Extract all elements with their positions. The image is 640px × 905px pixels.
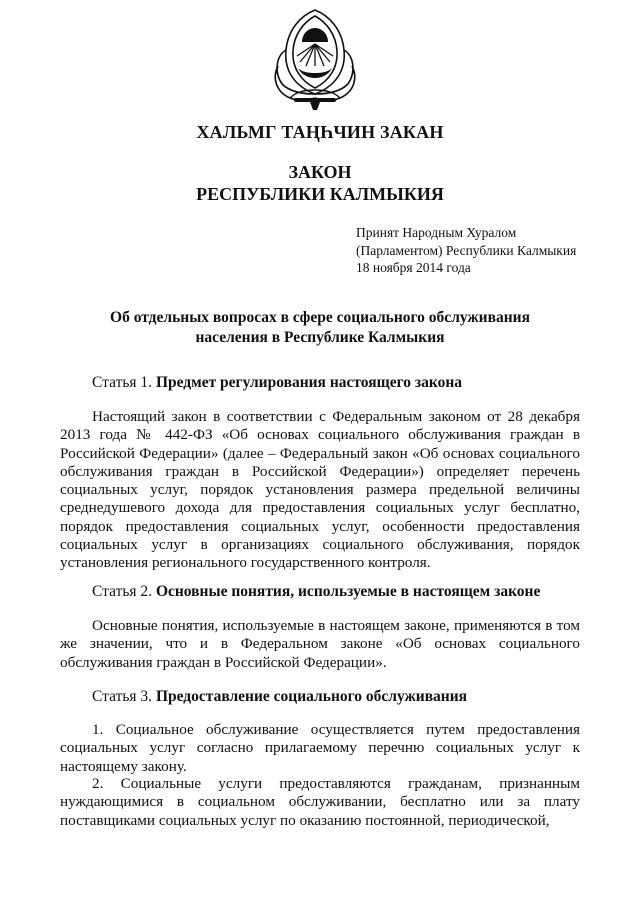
article-3-prefix: Статья 3.: [92, 688, 153, 705]
article-1-title: Предмет регулирования настоящего закона: [155, 374, 463, 391]
article-2-heading: [92, 583, 540, 601]
document-title: [40, 308, 600, 348]
law-title-line1: ЗАКОН: [288, 162, 352, 182]
article-3-paragraph-1: 1. Социальное обслуживание осуществляется путем предоставления социальных услуг согласно прилагаемому перечню социальных услуг к настоящему закону.: [60, 721, 580, 775]
article-1-prefix: Статья 1.: [92, 374, 153, 391]
article-3-paragraph-2: 2. Социальные услуги предоставляются гражданам, признанным нуждающимися в социальном обслуживании, бесплатно или за плату поставщиками социальных услуг по оказанию постоянной, периодической,: [60, 775, 580, 829]
law-title: [0, 161, 640, 205]
adoption-line2: (Парламентом) Республики Калмыкия: [356, 242, 577, 258]
law-title-line2: РЕСПУБЛИКИ КАЛМЫКИЯ: [196, 184, 444, 204]
adoption-date: 18 ноября 2014 года: [356, 260, 471, 275]
document-title-line2: населения в Республике Калмыкия: [195, 329, 445, 346]
article-3-heading: [92, 688, 467, 706]
kalmykia-emblem-icon: [270, 6, 360, 114]
article-1-paragraph-1: Настоящий закон в соответствии с Федеральным законом от 28 декабря 2013 года № 442-ФЗ «Об основах социального обслуживания граждан в Российской Федерации» (далее – Федеральный закон «Об основах социального обслуживания граждан в Российской Федерации») определяет перечень социальных услуг, порядок установления размера предельной величины среднедушевого дохода для предоставления социальных услуг бесплатно, порядок предоставления социальных услуг, особенности предоставления социальных услуг в организациях социального обслуживания, порядок установления регионального государственного контроля.: [60, 408, 580, 572]
article-1-heading: [92, 374, 462, 392]
article-2-title: Основные понятия, используемые в настоящем законе: [155, 583, 541, 600]
adoption-line1: Принят Народным Хуралом: [356, 225, 517, 240]
article-2-paragraph-1: Основные понятия, используемые в настоящем законе, применяются в том же значении, что и в Федеральном законе «Об основах социального обслуживания граждан в Российской Федерации».: [60, 617, 580, 671]
adoption-note: [356, 224, 576, 277]
kalmyk-law-title: ХАЛЬМГ ТАҢҺЧИН ЗАКАН: [196, 122, 444, 142]
document-title-line1: Об отдельных вопросах в сфере социального обслуживания: [110, 309, 530, 326]
article-3-title: Предоставление социального обслуживания: [155, 688, 468, 705]
article-2-prefix: Статья 2.: [92, 583, 153, 600]
